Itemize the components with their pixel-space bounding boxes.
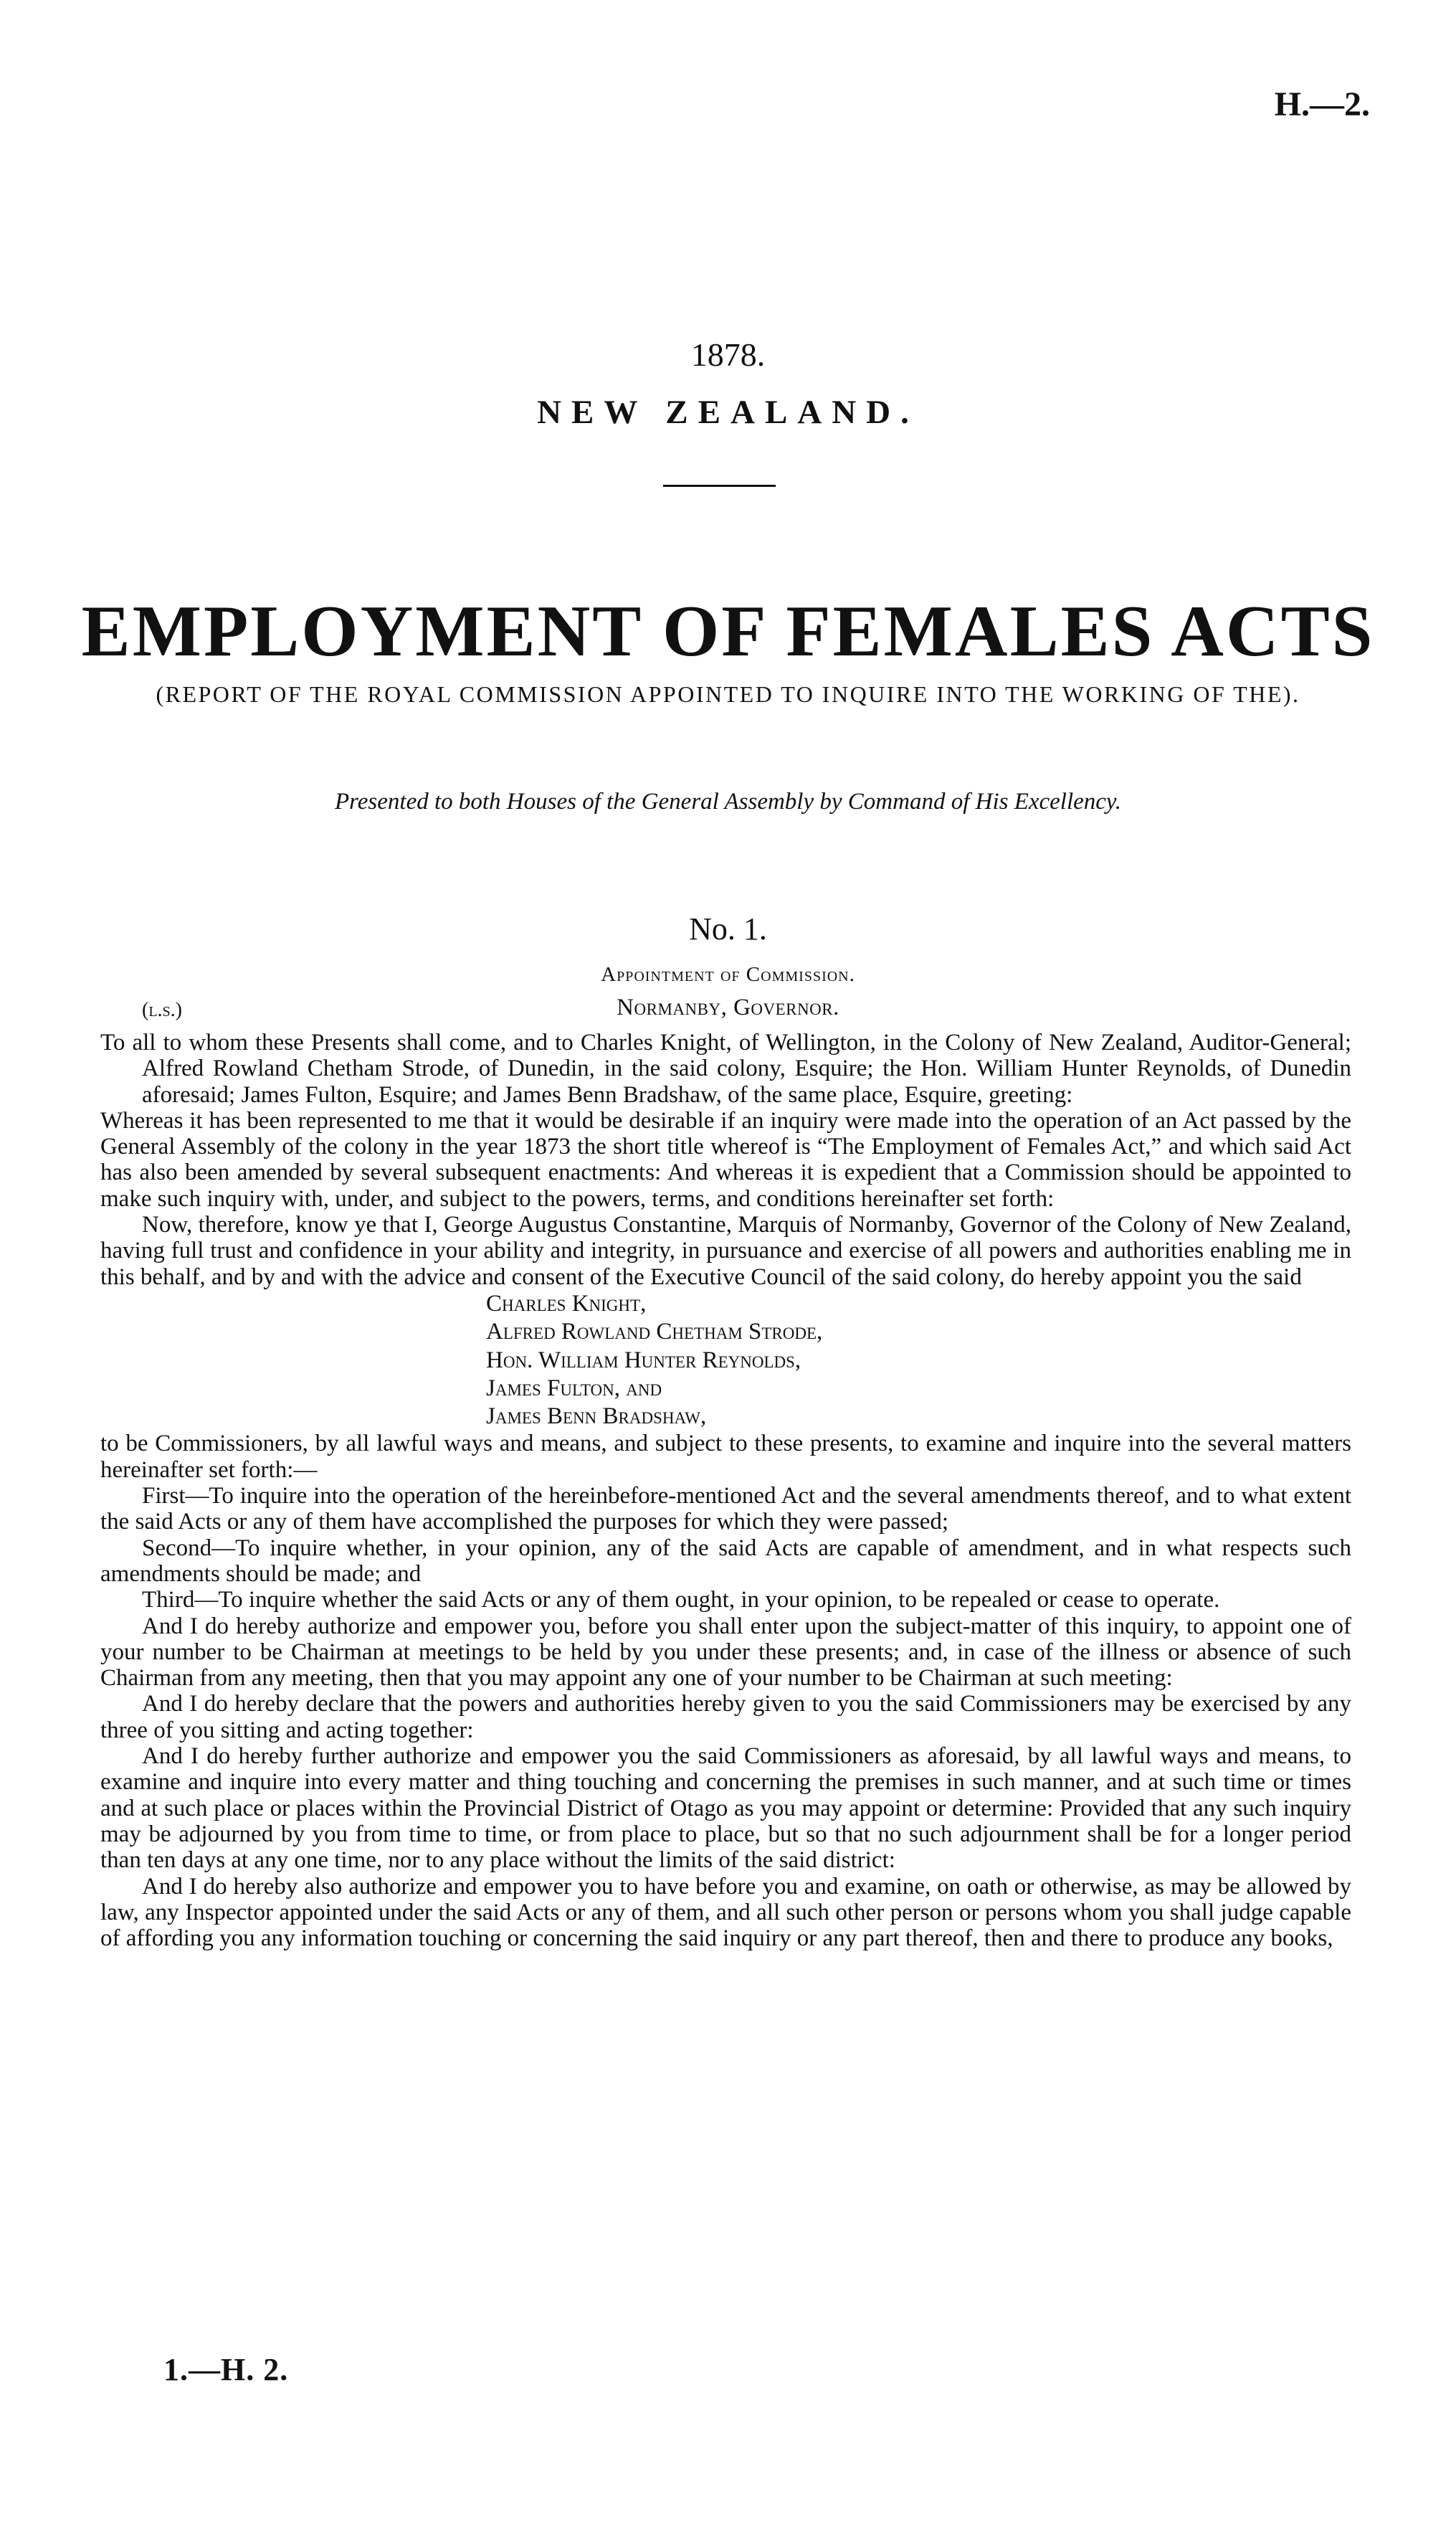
third-paragraph: Third—To inquire whether the said Acts or any of them ought, in your opinion, to be repealed or cease to operate. [142, 1587, 1220, 1613]
page-reference: 1.—H. 2. [163, 2352, 289, 2387]
presented-line: Presented to both Houses of the General Assembly by Command of His Excellency. [334, 789, 1122, 815]
quorum-paragraph: And I do hereby declare that the powers and authorities hereby given to you the said Commissioners may be exercised by any three of you sitting and acting together: [100, 1691, 1351, 1743]
commissioner-name: James Fulton, and [486, 1375, 662, 1401]
commissioner-name: Alfred Rowland Chetham Strode, [486, 1319, 823, 1345]
commissioner-name: Charles Knight, [486, 1290, 647, 1317]
title-rule [663, 485, 776, 487]
document-subtitle: (REPORT OF THE ROYAL COMMISSION APPOINTED TO INQUIRE INTO THE WORKING OF THE). [156, 681, 1300, 707]
seal-mark: (l.s.) [142, 999, 182, 1021]
commissioner-list [100, 1290, 1351, 1431]
to-be-paragraph: to be Commissioners, by all lawful ways and means, and subject to these presents, to examine and inquire into the several matters hereinafter set forth:— [100, 1431, 1351, 1483]
chairman-paragraph: And I do hereby authorize and empower you, before you shall enter upon the subject-matter of this inquiry, to appoint one of your number to be Chairman at meetings to be held by you under these presents; and, in case of the illness or absence of such Chairman from any meeting, then that you may appoint any one of your number to be Chairman at such meeting: [100, 1613, 1351, 1692]
commission-body [100, 1030, 1351, 1951]
commissioner-name: James Benn Bradshaw, [486, 1403, 707, 1430]
further-paragraph: And I do hereby further authorize and empower you the said Commissioners as aforesaid, by all lawful ways and means, to examine and inquire into every matter and thing touching and concerning the premises in such manner, and at such time or times and at such place or places within the Provincial District of Otago as you may appoint or determine: Provided that any such inquiry may be adjourned by you from time to time, or from place to place, but so that no such adjournment shall be for a longer period than ten days at any one time, nor to any place without the limits of the said district: [100, 1743, 1351, 1874]
document-title: EMPLOYMENT OF FEMALES ACTS [81, 591, 1375, 672]
year: 1878. [690, 336, 766, 373]
address-paragraph: To all to whom these Presents shall come, and to Charles Knight, of Wellington, in the Colony of New Zealand, Auditor-General; Alfred Rowland Chetham Strode, of Dunedin, in the said colony, Esquire; the Hon. William Hunter Reynolds, of Dunedin aforesaid; James Fulton, Esquire; and James Benn Bradshaw, of the same place, Esquire, greeting: [100, 1030, 1351, 1108]
first-paragraph: First—To inquire into the operation of the hereinbefore-mentioned Act and the several amendments thereof, and to what extent the said Acts or any of them have accomplished the purposes for which they were passed; [100, 1483, 1351, 1535]
whereas-paragraph: Whereas it has been represented to me that it would be desirable if an inquiry were made into the operation of an Act passed by the General Assembly of the colony in the year 1873 the short title whereof is “The Employment of Females Act,” and which said Act has also been amended by several subsequent enactments: And whereas it is expedient that a Commission should be appointed to make such inquiry with, under, and subject to the powers, terms, and conditions hereinafter set forth: [100, 1107, 1351, 1212]
section-number: No. 1. [689, 911, 767, 947]
country-heading: NEW ZEALAND. [537, 394, 919, 431]
also-paragraph: And I do hereby also authorize and empower you to have before you and examine, on oath or otherwise, as may be allowed by law, any Inspector appointed under the said Acts or any of them, and all such other person or persons whom you shall judge capable of affording you any information touching or concerning the said inquiry or any part thereof, then and there to produce any books, [100, 1873, 1351, 1952]
section-heading: Appointment of Commission. [601, 963, 855, 986]
document-reference: H.—2. [1274, 85, 1370, 123]
second-paragraph: Second—To inquire whether, in your opinion, any of the said Acts are capable of amendment, and in what respects such amendments should be made; and [100, 1535, 1351, 1587]
now-therefore-paragraph: Now, therefore, know ye that I, George Augustus Constantine, Marquis of Normanby, Governor of the Colony of New Zealand, having full trust and confidence in your ability and integrity, in pursuance and exercise of all powers and authorities enabling me in this behalf, and by and with the advice and consent of the Executive Council of the said colony, do hereby appoint you the said [100, 1212, 1351, 1290]
commissioner-name: Hon. William Hunter Reynolds, [486, 1347, 801, 1373]
governor-signature: Normanby, Governor. [617, 995, 839, 1020]
